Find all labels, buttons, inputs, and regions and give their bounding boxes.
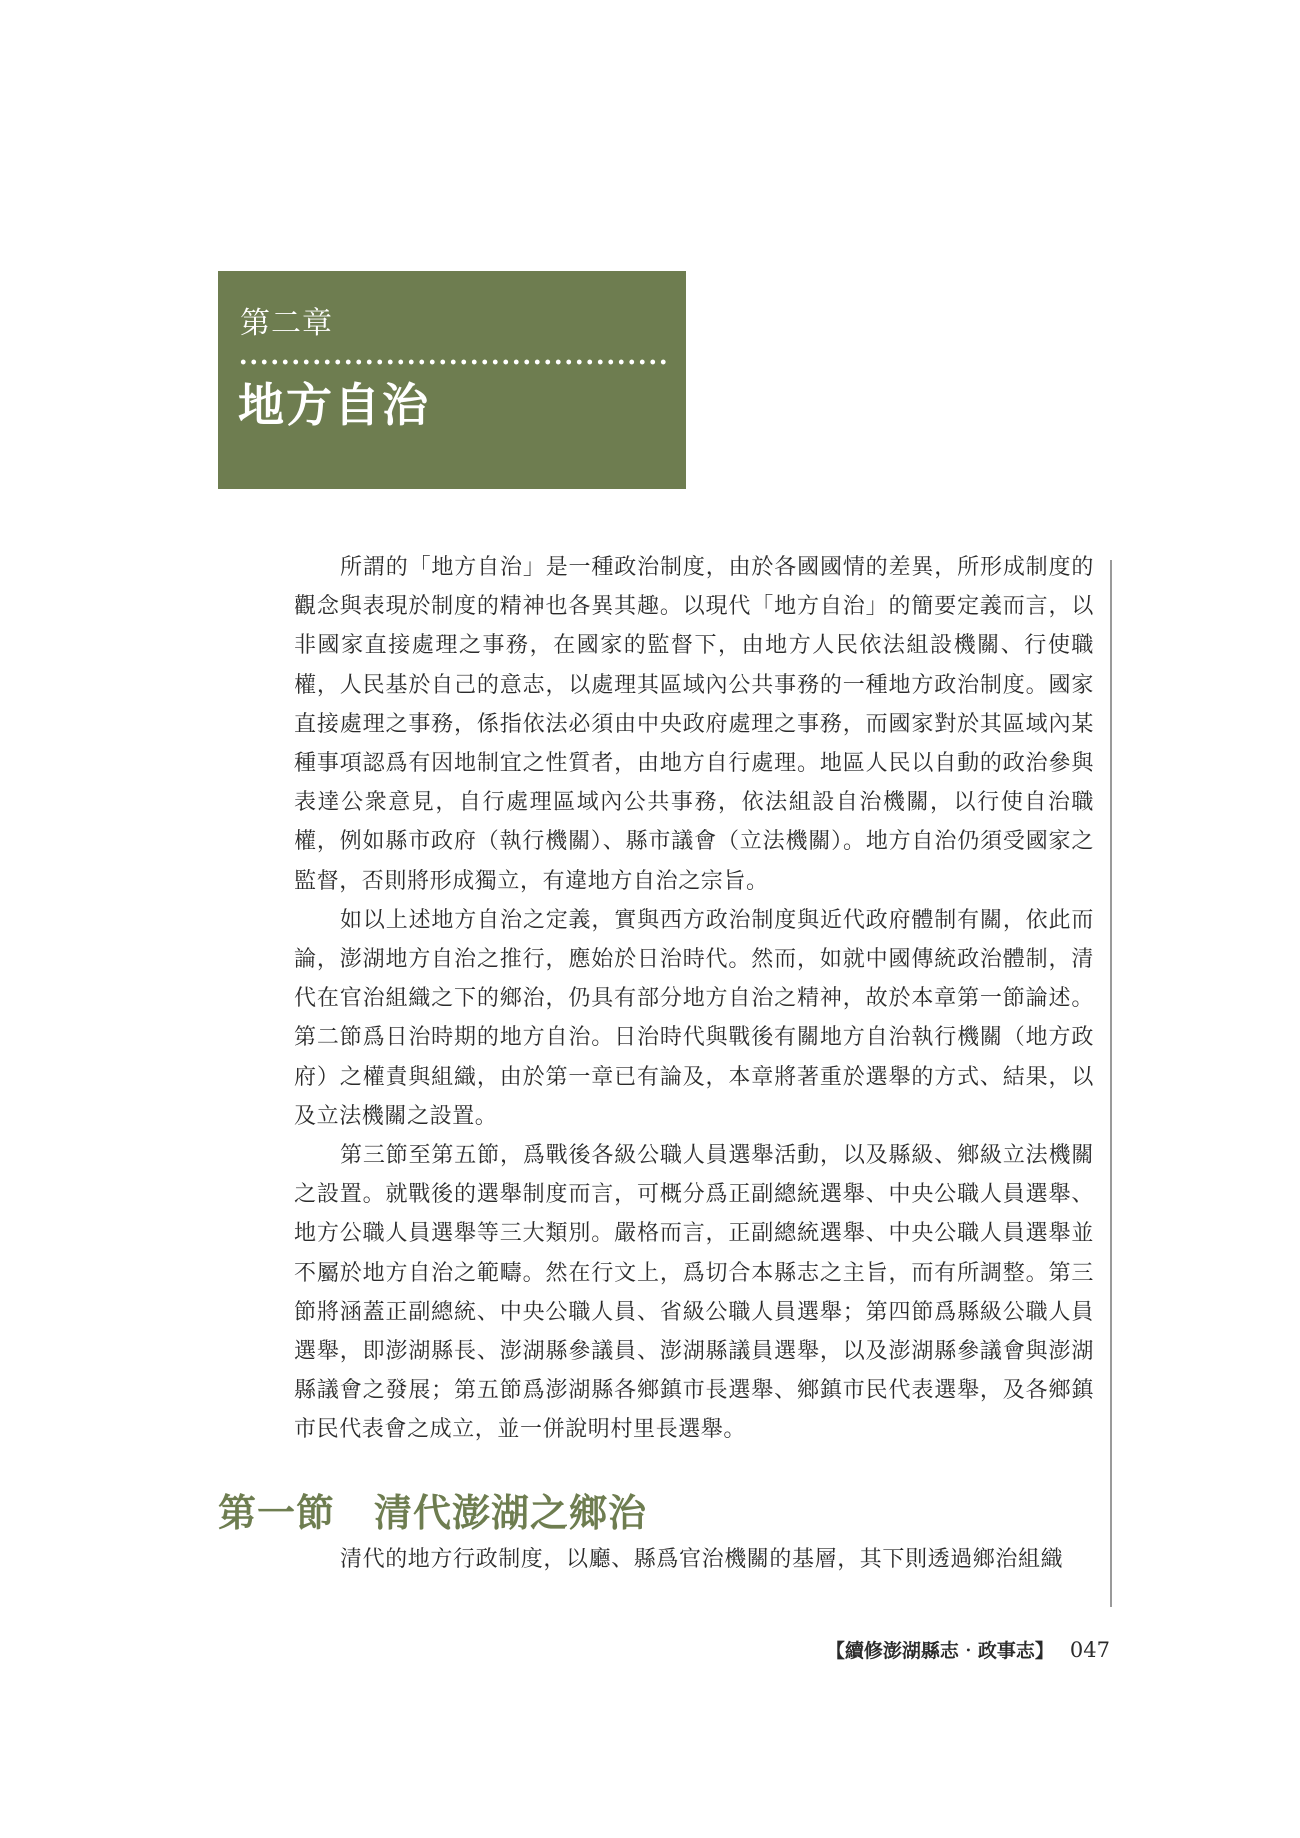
paragraph: 所謂的「地方自治」是一種政治制度，由於各國國情的差異，所形成制度的觀念與表現於制度的精神也各異其趣。以現代「地方自治」的簡要定義而言，以非國家直接處理之事務，在國家的監督下，由地方人民依法組設機關、行使職權，人民基於自己的意志，以處理其區域內公共事務的一種地方政治制度。國家直接處理之事務，係指依法必須由中央政府處理之事務，而國家對於其區域內某種事項認爲有因地制宜之性質者，由地方自行處理。地區人民以自動的政治參與表達公衆意見，自行處理區域內公共事務，依法組設自治機關，以行使自治職權，例如縣市政府（執行機關）、縣市議會（立法機關）。地方自治仍須受國家之監督，否則將形成獨立，有違地方自治之宗旨。 — [294, 555, 1094, 894]
section-heading: 第一節 清代澎湖之鄉治 — [218, 1490, 648, 1535]
paragraph: 如以上述地方自治之定義，實與西方政治制度與近代政府體制有關，依此而論，澎湖地方自治之推行，應始於日治時代。然而，如就中國傳統政治體制，清代在官治組織之下的鄉治，仍具有部分地方自治之精神，故於本章第一節論述。第二節爲日治時期的地方自治。日治時代與戰後有關地方自治執行機關（地方政府）之權責與組織，由於第一章已有論及，本章將著重於選舉的方式、結果，以及立法機關之設置。 — [294, 907, 1094, 1129]
page-footer — [826, 1636, 1110, 1663]
book-title: 【續修澎湖縣志‧政事志】 — [825, 1640, 1054, 1662]
dotted-divider — [238, 359, 668, 365]
section-first-line: 清代的地方行政制度，以廳、縣爲官治機關的基層，其下則透過鄉治組織 — [340, 1547, 1064, 1572]
body-text — [294, 548, 1094, 1450]
paragraph: 第三節至第五節，爲戰後各級公職人員選舉活動，以及縣級、鄉級立法機關之設置。就戰後的選舉制度而言，可概分爲正副總統選舉、中央公職人員選舉、地方公職人員選舉等三大類別。嚴格而言，正副總統選舉、中央公職人員選舉並不屬於地方自治之範疇。然在行文上，爲切合本縣志之主旨，而有所調整。第三節將涵蓋正副總統、中央公職人員、省級公職人員選舉；第四節爲縣級公職人員選舉，即澎湖縣長、澎湖縣參議員、澎湖縣議員選舉，以及澎湖縣參議會與澎湖縣議會之發展；第五節爲澎湖縣各鄉鎮市長選舉、鄉鎮市民代表選舉，及各鄉鎮市民代表會之成立，並一併說明村里長選舉。 — [294, 1143, 1094, 1443]
chapter-number: 第二章 — [240, 306, 333, 341]
chapter-banner — [218, 271, 686, 489]
margin-rule — [1110, 560, 1112, 1607]
page-number: 047 — [1069, 1638, 1110, 1662]
chapter-title: 地方自治 — [238, 378, 430, 432]
